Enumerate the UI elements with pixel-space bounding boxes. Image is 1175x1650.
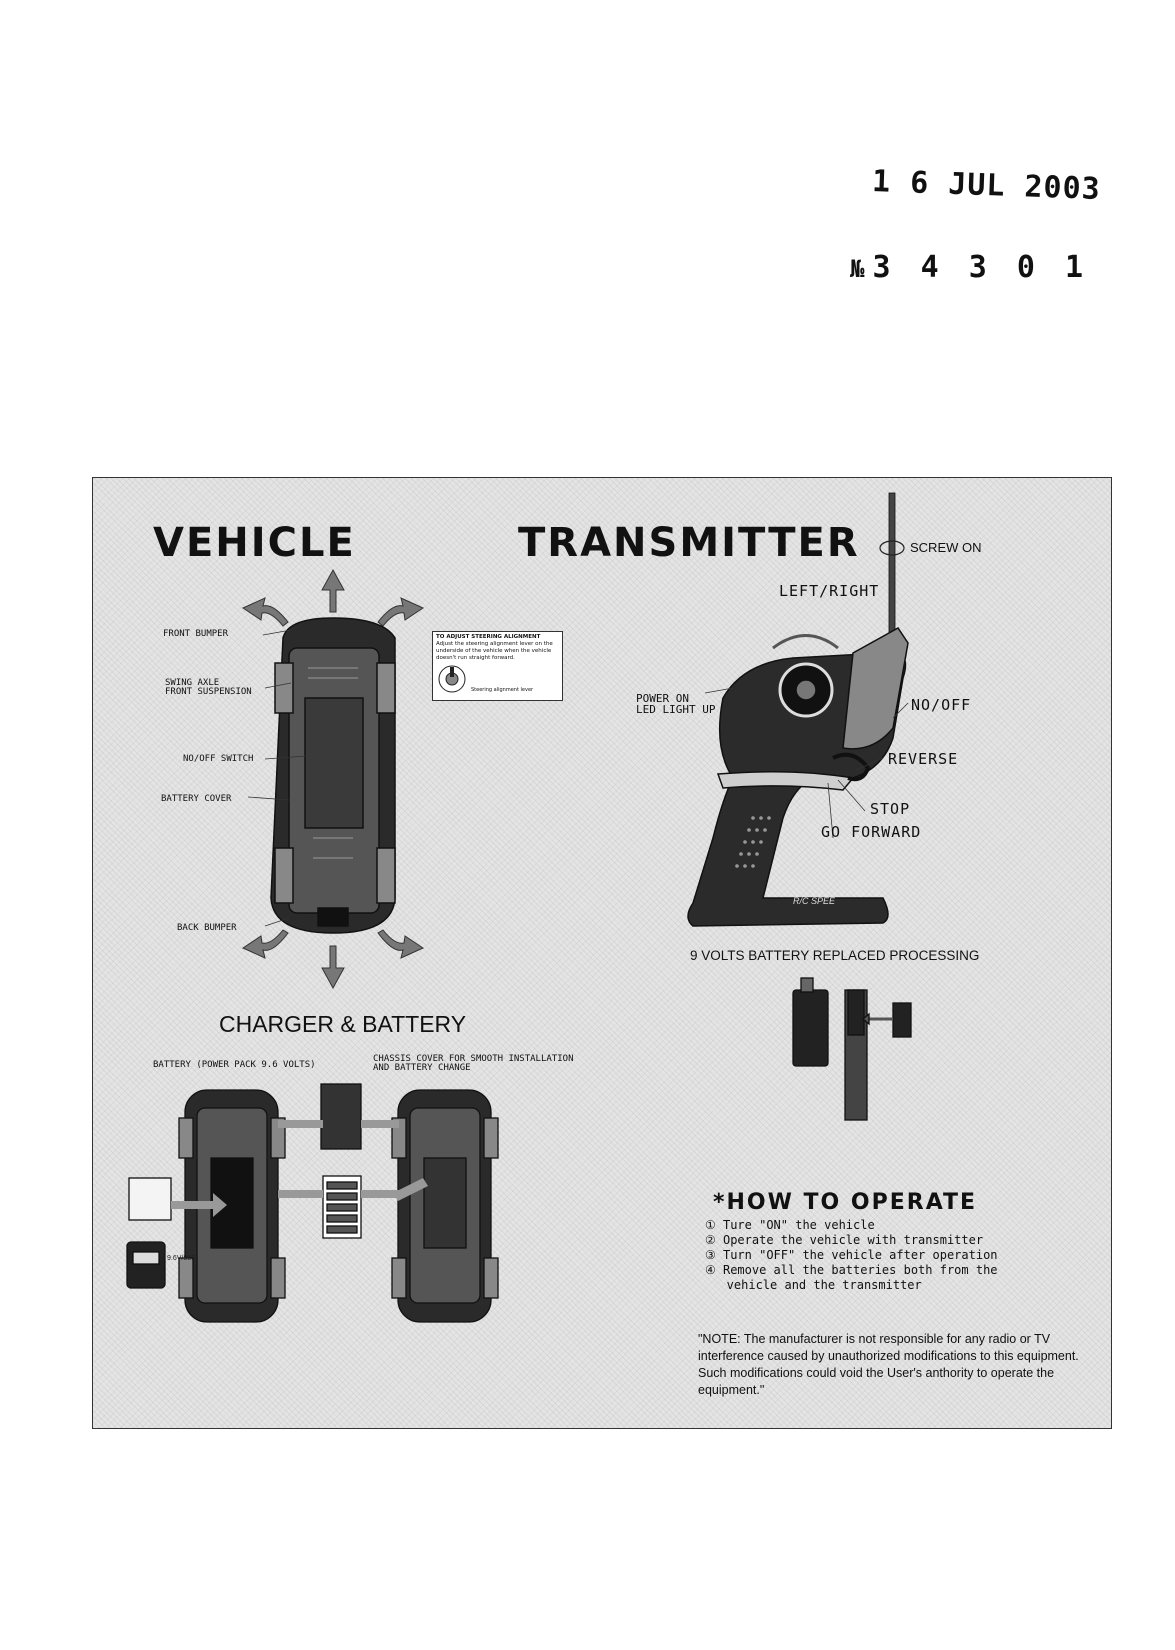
how-to-operate-steps	[705, 1218, 998, 1293]
instruction-panel	[92, 477, 1112, 1429]
label-power-on-line1: POWER ON	[636, 692, 689, 705]
transmitter-body	[688, 628, 911, 926]
label-reverse: REVERSE	[888, 750, 959, 768]
label-back-bumper: BACK BUMPER	[177, 923, 237, 933]
label-chassis-cover-line1: CHASSIS COVER FOR SMOOTH INSTALLATION	[373, 1054, 574, 1064]
number-prefix: №	[850, 255, 865, 283]
charger-title: CHARGER & BATTERY	[219, 1011, 467, 1037]
how-to-operate-title: *HOW TO OPERATE	[713, 1190, 978, 1215]
label-no-off-switch: NO/OFF SWITCH	[183, 754, 254, 764]
transmitter-title: TRANSMITTER	[518, 520, 860, 566]
operate-step: ② Operate the vehicle with transmitter	[705, 1233, 984, 1247]
label-chassis-cover-line2: AND BATTERY CHANGE	[373, 1063, 471, 1073]
disclaimer-note: "NOTE: The manufacturer is not responsible for any radio or TV interference caused by unauthorized modifications to this equipment. Such modifications could void the User's anthority to operate the equipment."	[698, 1332, 1079, 1397]
battery-replace-title: 9 VOLTS BATTERY REPLACED PROCESSING	[690, 948, 980, 963]
charger-battery-diagram	[93, 478, 693, 1429]
label-screw-on: SCREW ON	[910, 540, 982, 555]
steering-caption: Steering alignment lever	[471, 687, 534, 693]
operate-step: vehicle and the transmitter	[705, 1278, 922, 1292]
label-front-bumper: FRONT BUMPER	[163, 629, 229, 639]
adapter-label: 9.6V/800	[167, 1255, 196, 1262]
label-power-on-line2: LED LIGHT UP	[636, 703, 716, 716]
battery-replace-diagram	[793, 978, 911, 1120]
label-battery-pack: BATTERY (POWER PACK 9.6 VOLTS)	[153, 1060, 316, 1070]
number-value: 3 4 3 0 1	[872, 250, 1090, 285]
steering-text: Adjust the steering alignment lever on the underside of the vehicle when the vehicle doesn't run straight forward.	[436, 641, 553, 661]
label-swing-axle-line2: FRONT SUSPENSION	[165, 687, 252, 697]
label-left-right: LEFT/RIGHT	[779, 582, 880, 600]
label-no-off: NO/OFF	[911, 696, 972, 714]
label-go-forward: GO FORWARD	[821, 823, 922, 841]
label-battery-cover: BATTERY COVER	[161, 794, 232, 804]
vehicle-title: VEHICLE	[153, 520, 356, 566]
operate-step: ④ Remove all the batteries both from the	[705, 1263, 998, 1277]
operate-step: ① Ture "ON" the vehicle	[705, 1218, 875, 1232]
stamp-number	[850, 250, 1089, 285]
stamp-date: 1 6 JUL 2003	[871, 164, 1102, 207]
rotate-arrow-icon	[773, 636, 838, 649]
label-swing-axle-line1: SWING AXLE	[165, 678, 220, 688]
label-stop: STOP	[870, 800, 911, 818]
operate-step: ③ Turn "OFF" the vehicle after operation	[705, 1248, 998, 1262]
steering-title: TO ADJUST STEERING ALIGNMENT	[436, 634, 541, 640]
transmitter-brand: R/C SPEE	[793, 896, 836, 906]
